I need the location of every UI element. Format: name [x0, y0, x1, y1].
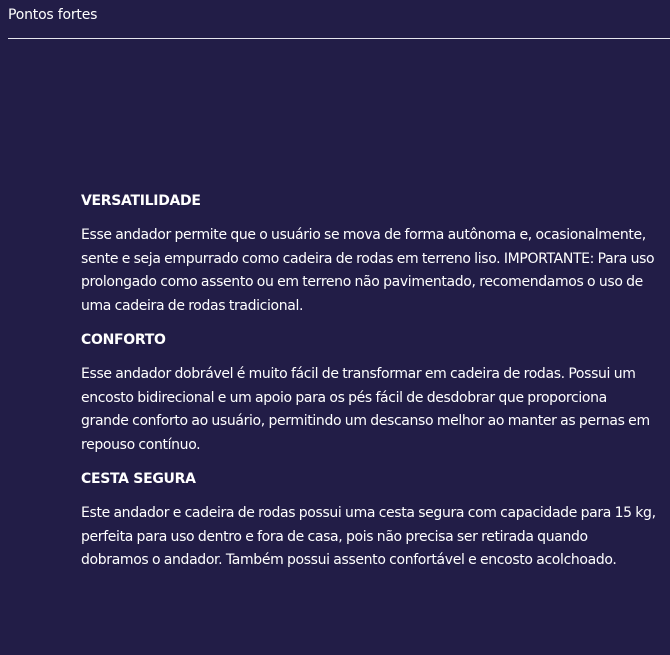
feature-conforto — [81, 329, 656, 457]
feature-description: Esse andador permite que o usuário se mova de forma autônoma e, ocasionalmente, sente e seja empurrado como cadeira de rodas em terreno liso. IMPORTANTE: Para uso prolongado como assento ou em terreno não pavimentado, recomendamos o uso de uma cadeira de rodas tradicional. — [81, 227, 655, 314]
feature-description: Este andador e cadeira de rodas possui uma cesta segura com capacidade para 15 kg, perfeita para uso dentro e fora de casa, pois não precisa ser retirada quando dobramos o andador. Também possui assento confortável e encosto acolchoado. — [81, 505, 656, 568]
feature-description: Esse andador dobrável é muito fácil de transformar em cadeira de rodas. Possui um encosto bidirecional e um apoio para os pés fácil de desdobrar que proporciona grande conforto ao usuário, permitindo um descanso melhor ao manter as pernas em repouso contínuo. — [81, 366, 650, 453]
section-title[interactable]: Pontos fortes — [8, 7, 98, 23]
features-content — [81, 190, 656, 584]
feature-heading: CONFORTO — [81, 332, 166, 348]
feature-heading: CESTA SEGURA — [81, 471, 196, 487]
feature-versatilidade — [81, 190, 656, 318]
feature-heading: VERSATILIDADE — [81, 193, 201, 209]
feature-cesta-segura — [81, 468, 656, 573]
accordion-header[interactable] — [8, 0, 670, 39]
